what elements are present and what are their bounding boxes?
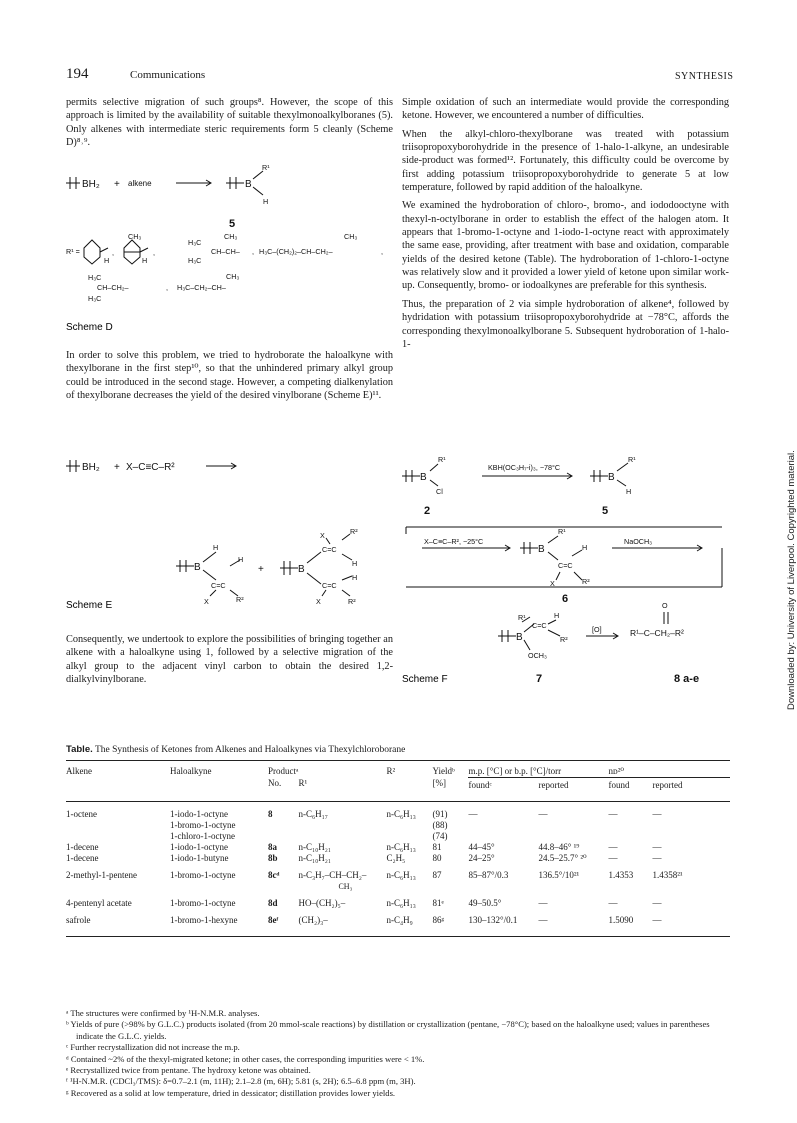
cell-mp-rep: 136.5°/10²¹ bbox=[538, 870, 580, 880]
h-label: H bbox=[142, 256, 148, 265]
table-row bbox=[66, 820, 730, 831]
compound-7: 7 bbox=[536, 673, 543, 685]
cell-yield: 86ᵍ bbox=[432, 915, 445, 925]
haloalkyne-label: X–C≡C–R² bbox=[126, 462, 175, 473]
cl-label: Cl bbox=[436, 487, 443, 496]
cell-nd-rep bbox=[652, 831, 730, 842]
chain-label: H₃C–(CH₂)₂–CH–CH₂– bbox=[259, 247, 333, 256]
isobutyl-label: CH–CH₂– bbox=[97, 283, 129, 292]
journal-name: SYNTHESIS bbox=[675, 71, 734, 82]
paragraph: We examined the hydroboration of chloro-, bromo-, and iododooctyne with thexyl-n-octylborane in order to establish the effect of the halogen atom. It appears that 1-bromo-1-octyne and 1-iodo-1-octyne react with approximately the same ease, providing, after treatment with base and oxidation, comparable yields of the desired ketone (Table). The hydroboration of 1-chloro-1-octyne was relatively slow and it provided a lower yield of ketone upon similar work-up. Consequently, bromo- or iodoalkynes are preferable for this synthesis. bbox=[402, 200, 729, 292]
cell-mp-found: 44–45° bbox=[468, 842, 495, 852]
table-row bbox=[66, 853, 730, 864]
comma: , bbox=[166, 283, 168, 292]
paragraph: In order to solve this problem, we tried to hydroborate the haloalkyne with thexylborane in the first step¹⁰, so that the unhindered primary alkyl group could be introduced in the second stage. However, a competing dialkenylation of thexylborane decreases the yield of the desired vinylborane (Scheme E)¹¹. bbox=[66, 350, 393, 402]
footnote: ᵈ Contained ~2% of the thexyl-migrated ketone; in other cases, the corresponding impurities were < 1%. bbox=[66, 1053, 425, 1064]
paragraph: Simple oxidation of such an intermediate would provide the corresponding ketone. However, we encountered a number of difficulties. bbox=[402, 97, 729, 122]
r1-label: R¹ bbox=[438, 455, 446, 464]
comma: , bbox=[252, 247, 254, 256]
compound-2: 2 bbox=[424, 505, 431, 517]
table-row bbox=[66, 842, 730, 853]
scheme-e-label: Scheme E bbox=[66, 600, 113, 611]
h-label: H bbox=[582, 543, 588, 552]
cell-r1: (CH₂)₃– bbox=[298, 915, 328, 925]
th-nd-found: found bbox=[608, 778, 652, 792]
subcell bbox=[386, 881, 432, 892]
th-blank bbox=[298, 761, 386, 778]
scheme-f-label: Scheme F bbox=[402, 674, 448, 685]
cell-r2: n-C₆H₁₃ bbox=[386, 898, 416, 908]
scheme-e-diagram bbox=[66, 448, 396, 613]
cell-no: 8cᵈ bbox=[268, 870, 280, 880]
r2-label: R² bbox=[560, 635, 568, 644]
paragraph: When the alkyl-chloro-thexylborane was treated with potassium triisopropoxyborohydride in the presence of 1-halo-1-alkyne, an undesirable side-product was formed¹². Fortunately, this difficulty could be overcome by first adding potassium triisopropoxyborohydride to generate 5 at low temperature, followed by rapid addition of the haloalkyne. bbox=[402, 128, 729, 194]
cell-r1 bbox=[298, 831, 386, 842]
cell-alkene: safrole bbox=[66, 915, 91, 925]
h3c-label: H₃C bbox=[188, 238, 202, 247]
h-label: H bbox=[263, 197, 269, 206]
cell-r1 bbox=[298, 820, 386, 831]
cell-alkene: 1-octene bbox=[66, 809, 97, 819]
r1-label: R¹ bbox=[518, 613, 526, 622]
r1-label: R¹ bbox=[628, 455, 636, 464]
table-row bbox=[66, 809, 730, 820]
th-haloalkyne: Haloalkyne bbox=[170, 766, 212, 776]
cell-haloalkyne: 1-bromo-1-octyne bbox=[170, 870, 236, 880]
cell-nd-found bbox=[608, 831, 652, 842]
cell-mp-rep: 24.5–25.7° ²⁰ bbox=[538, 853, 587, 863]
boron-label: B bbox=[516, 632, 523, 643]
cell-haloalkyne: 1-bromo-1-octyne bbox=[170, 820, 236, 830]
subcell bbox=[432, 881, 468, 892]
cell-no: 8d bbox=[268, 898, 278, 908]
cell-nd-rep: — bbox=[652, 915, 662, 925]
ketone-label: R¹–C–CH₂–R² bbox=[630, 628, 684, 638]
cell-no bbox=[268, 831, 298, 842]
footnote: ᵉ Recrystallized twice from pentane. The hydroxy ketone was obtained. bbox=[66, 1065, 311, 1076]
plus-sign: + bbox=[114, 462, 120, 473]
cell-alkene bbox=[66, 820, 170, 831]
double-bond-label: C=C bbox=[532, 621, 547, 630]
cell-nd-rep: — bbox=[652, 853, 662, 863]
cell-nd-found: — bbox=[608, 898, 618, 908]
cell-nd-found bbox=[608, 820, 652, 831]
cell-mp-found: 85–87°/0.3 bbox=[468, 870, 509, 880]
cell-nd-found: 1.4353 bbox=[608, 870, 634, 880]
compound-5: 5 bbox=[229, 218, 236, 230]
cell-mp-found: — bbox=[468, 809, 478, 819]
double-bond-label: C=C bbox=[322, 581, 337, 590]
scheme-f-diagram bbox=[402, 452, 742, 692]
alkene-label: alkene bbox=[128, 179, 152, 188]
cell-yield: 80 bbox=[432, 853, 442, 863]
cell-alkene: 2-methyl-1-pentene bbox=[66, 870, 137, 880]
x-label: X bbox=[316, 597, 321, 606]
th-alkene: Alkene bbox=[66, 766, 92, 776]
double-bond-label: C=C bbox=[211, 581, 226, 590]
h-label: H bbox=[626, 487, 632, 496]
table-row bbox=[66, 892, 730, 909]
paragraph: Thus, the preparation of 2 via simple hydroboration of alkene⁴, followed by hydridation with potassium triisopropoxyborohydride at −78°C, affords the corresponding thexylmonoalkylborane 5. Subsequent hydroboration of 1-halo-1- bbox=[402, 298, 729, 350]
ch3-label: CH₃ bbox=[224, 232, 238, 241]
cell-no: 8b bbox=[268, 853, 278, 863]
r2-label: R² bbox=[350, 527, 358, 536]
r1-label: R¹ bbox=[558, 527, 566, 536]
cell-alkene bbox=[66, 831, 170, 842]
cell-yield: 87 bbox=[432, 870, 442, 880]
h3c-label: H₃C bbox=[88, 294, 102, 303]
cell-mp-rep: — bbox=[538, 809, 548, 819]
cell-r1: n-C₃H₇–CH–CH₂– bbox=[298, 870, 367, 880]
cell-no: 8a bbox=[268, 842, 277, 852]
cell-alkene: 1-decene bbox=[66, 853, 99, 863]
cell-haloalkyne: 1-iodo-1-octyne bbox=[170, 809, 228, 819]
left-column-top bbox=[66, 96, 393, 154]
sec-butyl-label: H₃C–CH₂–CH– bbox=[177, 283, 226, 292]
paragraph: Consequently, we undertook to explore the possibilities of bringing together an alkene with a haloalkyne using 1, followed by a selective migration of the alkyl group to the adjacent vinyl carbon to obtain the desired 1,2-dialkylvinylborane. bbox=[66, 634, 393, 686]
th-no: No. bbox=[268, 777, 282, 788]
cell-r1: HO–(CH₂)₅– bbox=[298, 898, 346, 908]
ch3-label: CH₃ bbox=[226, 272, 240, 281]
bh2-label: BH₂ bbox=[82, 462, 100, 473]
cell-alkene: 1-decene bbox=[66, 842, 99, 852]
h-label: H bbox=[238, 555, 244, 564]
cell-nd-rep bbox=[652, 820, 730, 831]
cell-haloalkyne: 1-iodo-1-butyne bbox=[170, 853, 229, 863]
cell-r2: n-C₆H₁₃ bbox=[386, 842, 416, 852]
th-nd-reported: reported bbox=[652, 778, 730, 792]
left-column-bottom bbox=[66, 633, 393, 691]
ch-ch-label: CH–CH– bbox=[211, 247, 240, 256]
r2-label: R² bbox=[348, 597, 356, 606]
th-found: foundᶜ bbox=[468, 778, 538, 792]
cell-mp-found: 49–50.5° bbox=[468, 898, 502, 908]
th-r1: R¹ bbox=[298, 777, 308, 788]
cell-haloalkyne: 1-bromo-1-octyne bbox=[170, 898, 236, 908]
cell-r2: n-C₆H₁₃ bbox=[386, 870, 416, 880]
cell-nd-found: 1.5090 bbox=[608, 915, 634, 925]
cell-haloalkyne: 1-chloro-1-octyne bbox=[170, 831, 235, 841]
boron-label: B bbox=[298, 564, 305, 575]
footnotes bbox=[66, 1008, 730, 1099]
footnote: ᵍ Recovered as a solid at low temperature, dried in dessicator; distillation provides lower yields. bbox=[66, 1087, 396, 1098]
r2-label: R² bbox=[236, 595, 244, 604]
ketone-table bbox=[66, 760, 730, 937]
double-bond-label: C=C bbox=[322, 545, 337, 554]
cell-r2: C₂H₅ bbox=[386, 853, 406, 863]
th-product: Productᵃ bbox=[268, 766, 299, 776]
cell-mp-found bbox=[468, 820, 538, 831]
subcell bbox=[652, 881, 730, 892]
h3c-label: H₃C bbox=[88, 273, 102, 282]
cell-nd-found: — bbox=[608, 809, 618, 819]
subcell bbox=[468, 881, 538, 892]
r1-label: R¹ bbox=[262, 163, 270, 172]
och3-label: OCH₃ bbox=[528, 651, 547, 660]
cell-mp-rep: — bbox=[538, 915, 548, 925]
boron-label: B bbox=[245, 179, 252, 190]
compound-8: 8 a-e bbox=[674, 673, 700, 685]
cell-no: 8 bbox=[268, 809, 273, 819]
h-label: H bbox=[352, 559, 358, 568]
side-note bbox=[776, 290, 797, 710]
cell-r1: n-C₁₀H₂₁ bbox=[298, 853, 332, 863]
cell-r2 bbox=[386, 820, 432, 831]
h-label: H bbox=[213, 543, 219, 552]
ch3-label: CH₃ bbox=[128, 232, 142, 241]
scheme-d-label: Scheme D bbox=[66, 322, 113, 333]
table-row bbox=[66, 909, 730, 926]
side-note-text: Downloaded by: University of Liverpool. Copyrighted material. bbox=[786, 450, 797, 710]
ch3-label: CH₃ bbox=[344, 232, 358, 241]
subcell bbox=[268, 881, 298, 892]
cell-nd-rep: — bbox=[652, 842, 662, 852]
th-mp: m.p. [°C] or b.p. [°C]/torr bbox=[468, 766, 562, 776]
cell-mp-rep: 44.8–46° ¹⁹ bbox=[538, 842, 580, 852]
cell-r2 bbox=[386, 831, 432, 842]
double-bond-label: C=C bbox=[558, 561, 573, 570]
table-subrow bbox=[66, 881, 730, 892]
cell-yield: 81 bbox=[432, 842, 442, 852]
cell-r2: n-C₆H₁₃ bbox=[386, 809, 416, 819]
oxygen-label: O bbox=[662, 601, 668, 610]
r2-label: R² bbox=[582, 577, 590, 586]
cell-nd-found: — bbox=[608, 853, 618, 863]
section-title: Communications bbox=[130, 69, 206, 81]
x-label: X bbox=[320, 531, 325, 540]
cell-yield: (91) bbox=[432, 809, 448, 819]
x-label: X bbox=[550, 579, 555, 588]
reagent-haloalkyne: X–C≡C–R², −25°C bbox=[424, 537, 484, 546]
cell-r1: n-C₁₀H₂₁ bbox=[298, 842, 332, 852]
cell-haloalkyne: 1-iodo-1-octyne bbox=[170, 842, 228, 852]
comma: , bbox=[112, 248, 114, 257]
table-caption-text: The Synthesis of Ketones from Alkenes and Haloalkynes via Thexylchloroborane bbox=[94, 745, 406, 755]
x-label: X bbox=[204, 597, 209, 606]
cell-haloalkyne: 1-bromo-1-hexyne bbox=[170, 915, 238, 925]
comma: , bbox=[381, 247, 383, 256]
boron-label: B bbox=[420, 472, 427, 483]
footnote: ᵃ The structures were confirmed by ¹H-N.M.R. analyses. bbox=[66, 1008, 260, 1018]
cell-r2: n-C₄H₉ bbox=[386, 915, 413, 925]
th-nd: nᴅ²⁰ bbox=[608, 766, 624, 776]
cell-mp-found: 130–132°/0.1 bbox=[468, 915, 518, 925]
cell-mp-found: 24–25° bbox=[468, 853, 495, 863]
paragraph: permits selective migration of such groups⁸. However, the scope of this approach is limited by the availability of suitable thexylmonoalkylboranes (5). Only alkenes with intermediate steric requirements form 5 cleanly (Scheme D)⁸˒⁹. bbox=[66, 97, 393, 149]
plus-sign: + bbox=[258, 564, 264, 575]
r1-definition: R¹ = bbox=[66, 247, 80, 256]
th-yield: Yieldᵇ bbox=[432, 766, 455, 776]
reagent-kbh: KBH(OC₃H₇-i)₃, −78°C bbox=[488, 463, 561, 472]
footnote: ᶠ ¹H-N.M.R. (CDCl₃/TMS): δ=0.7–2.1 (m, 11H); 2.1–2.8 (m, 6H); 5.81 (s, 2H); 6.5–6.8 ppm (m, 3H). bbox=[66, 1076, 416, 1087]
cell-alkene: 4-pentenyl acetate bbox=[66, 898, 132, 908]
compound-5: 5 bbox=[602, 505, 609, 517]
cell-yield: (74) bbox=[432, 831, 448, 841]
cell-mp-found bbox=[468, 831, 538, 842]
h-label: H bbox=[554, 611, 560, 620]
right-column bbox=[402, 96, 729, 356]
plus-sign: + bbox=[114, 179, 120, 190]
cell-nd-found: — bbox=[608, 842, 618, 852]
footnote: ᵇ Yields of pure (>98% by G.L.C.) products isolated (from 20 mmol-scale reactions) by distillation or crystallization (pentane, −78°C); based on the haloalkyne used; values in parentheses indicate the G.L.C. yields. bbox=[66, 1019, 710, 1041]
table-row bbox=[66, 831, 730, 842]
table-caption bbox=[66, 744, 405, 755]
th-pct: [%] bbox=[432, 777, 446, 788]
subcell bbox=[608, 881, 652, 892]
bh2-label: BH₂ bbox=[82, 179, 100, 190]
cell-no bbox=[268, 820, 298, 831]
cell-mp-rep bbox=[538, 820, 608, 831]
scheme-d-diagram bbox=[66, 160, 396, 335]
boron-label: B bbox=[538, 544, 545, 555]
compound-6: 6 bbox=[562, 593, 569, 605]
boron-label: B bbox=[194, 562, 201, 573]
cell-nd-rep: — bbox=[652, 898, 662, 908]
boron-label: B bbox=[608, 472, 615, 483]
left-column-middle bbox=[66, 349, 393, 407]
footnote: ᶜ Further recrystallization did not increase the m.p. bbox=[66, 1042, 240, 1053]
cell-yield: 81ᵉ bbox=[432, 898, 444, 908]
cell-mp-rep bbox=[538, 831, 608, 842]
reagent-naoch3: NaOCH₃ bbox=[624, 537, 653, 546]
th-r2: R² bbox=[386, 766, 396, 776]
cell-nd-rep: — bbox=[652, 809, 662, 819]
table-caption-label: Table. bbox=[66, 744, 93, 755]
table-row bbox=[66, 864, 730, 881]
comma: , bbox=[153, 248, 155, 257]
subcell bbox=[66, 881, 170, 892]
page-number: 194 bbox=[66, 66, 89, 82]
cell-r1-sub: CH₃ bbox=[338, 882, 353, 891]
oxidation-label: [O] bbox=[592, 625, 602, 634]
subcell bbox=[170, 881, 268, 892]
cell-nd-rep: 1.4358²¹ bbox=[652, 870, 683, 880]
cell-no: 8eᶠ bbox=[268, 915, 279, 925]
h-label: H bbox=[352, 573, 358, 582]
h-label: H bbox=[104, 256, 110, 265]
subcell bbox=[538, 881, 608, 892]
cell-yield: (88) bbox=[432, 820, 448, 830]
th-reported: reported bbox=[538, 778, 608, 792]
cell-r1: n-C₆H₁₇ bbox=[298, 809, 328, 819]
cell-mp-rep: — bbox=[538, 898, 548, 908]
h3c-label: H₃C bbox=[188, 256, 202, 265]
